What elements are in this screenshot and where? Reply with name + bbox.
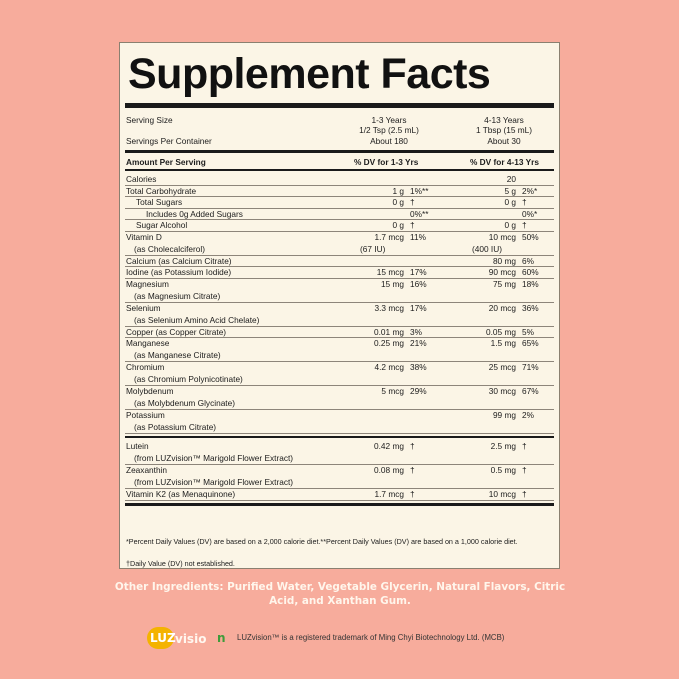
panel-title: Supplement Facts <box>128 50 491 98</box>
amount-1-3: 15 mcg <box>376 267 404 277</box>
amount-1-3: 1 g <box>392 185 404 196</box>
amount-4-13: 10 mcg <box>488 489 516 499</box>
nutrient-source: (from LUZvision™ Marigold Flower Extract) <box>134 453 294 463</box>
nutrient-name: Manganese <box>126 338 170 348</box>
nutrient-name: Calories <box>126 174 157 184</box>
nutrient-name: Magnesium <box>126 278 169 289</box>
amount-1-3: 4.2 mcg <box>374 362 404 372</box>
nutrient-source: (as Cholecalciferol) <box>134 243 206 254</box>
nutrient-source: (as Molybdenum Glycinate) <box>134 398 235 408</box>
amount-1-3: 0.08 mg <box>374 465 404 475</box>
dv-4-13: † <box>522 465 527 475</box>
other-ingredients: Other Ingredients: Purified Water, Vegetable Glycerin, Natural Flavors, Citric Acid, and Xanthan Gum. <box>114 581 566 607</box>
amount-1-3: 0.01 mg <box>374 326 404 337</box>
col2-size: 1 Tbsp (15 mL) <box>475 125 533 135</box>
amount-4-13: 5 g <box>504 185 516 196</box>
dv-4-13: 50% <box>522 231 539 242</box>
nutrient-source: (as Potassium Citrate) <box>134 422 217 432</box>
nutrient-source: (from LUZvision™ Marigold Flower Extract) <box>134 477 294 487</box>
servings-per-container-label: Servings Per Container <box>126 136 212 146</box>
footnote-dv: *Percent Daily Values (DV) are based on a 2,000 calorie diet.**Percent Daily Values (DV) are based on a 1,000 calorie diet. <box>126 537 518 546</box>
amount-1-3: 15 mg <box>380 278 404 289</box>
dv-1-3: † <box>410 489 415 499</box>
amount-4-13: 0.5 mg <box>490 465 516 475</box>
dv-1-3: 17% <box>410 302 427 313</box>
footnote-not-established: †Daily Value (DV) not established. <box>126 559 235 568</box>
logo-text-luz: LUZ <box>150 631 176 645</box>
col1-servings: About 180 <box>370 136 408 146</box>
nutrient-source: (as Chromium Polynicotinate) <box>134 374 243 384</box>
nutrient-name: Potassium <box>126 410 165 420</box>
amount-4-13: 10 mcg <box>488 231 516 242</box>
amount-4-13: 90 mcg <box>488 267 516 277</box>
nutrient-name: Total Carbohydrate <box>126 185 197 196</box>
amount-4-13: 2.5 mg <box>490 441 516 451</box>
nutrient-source: (as Selenium Amino Acid Chelate) <box>134 314 260 325</box>
dv-1-3: 21% <box>410 338 427 348</box>
amount-1-3: 0.25 mg <box>374 338 404 348</box>
footnote-divider <box>125 503 554 506</box>
nutrient-name: Sugar Alcohol <box>136 220 188 230</box>
amount-4-13: 25 mcg <box>488 362 516 372</box>
dv-4-13: 71% <box>522 362 539 372</box>
dv-1-3: 0%** <box>410 208 429 219</box>
col1-age: 1-3 Years <box>371 115 407 125</box>
dv-1-3: 17% <box>410 267 427 277</box>
amount-4-13: 80 mg <box>492 255 516 266</box>
amount-1-3: 0.42 mg <box>374 441 404 451</box>
serving-size-label: Serving Size <box>126 115 173 125</box>
nutrient-name: Molybdenum <box>126 386 174 396</box>
header-divider <box>125 169 554 171</box>
dv-1-3: 38% <box>410 362 427 372</box>
supplement-facts-panel <box>119 42 560 569</box>
col1-size: 1/2 Tsp (2.5 mL) <box>359 125 419 135</box>
dv-1-3: † <box>410 197 415 207</box>
dv-1-3: 29% <box>410 386 427 396</box>
amount-4-13: 75 mg <box>492 278 516 289</box>
amount-1-3: 5 mcg <box>381 386 404 396</box>
amount-4-13: 0 g <box>504 197 516 207</box>
dv-1-3: 3% <box>410 326 422 337</box>
amount-4-13: 1.5 mg <box>490 338 516 348</box>
dv-4-13: 2% <box>522 410 534 420</box>
dv-4-13: 0%* <box>522 208 538 219</box>
nutrient-name: Copper (as Copper Citrate) <box>126 326 227 337</box>
dv-1-3: † <box>410 465 415 475</box>
dv-4-13: 18% <box>522 278 539 289</box>
dv-4-13: † <box>522 220 527 230</box>
nutrient-source: (as Manganese Citrate) <box>134 350 221 360</box>
trademark-notice: LUZvision™ is a registered trademark of Ming Chyi Biotechnology Ltd. (MCB) <box>237 633 505 642</box>
dv-1-3: 16% <box>410 278 427 289</box>
dv-4-13: † <box>522 197 527 207</box>
amount-4-13: 20 mcg <box>488 302 516 313</box>
dv1-header: % DV for 1-3 Yrs <box>354 157 419 167</box>
amount-4-13: 99 mg <box>492 410 516 420</box>
dv-1-3: 1%** <box>410 185 429 196</box>
amount-1-3: 0 g <box>392 220 404 230</box>
serving-divider <box>125 150 554 153</box>
amount-4-13-iu: (400 IU) <box>472 243 502 254</box>
nutrient-name: Zeaxanthin <box>126 465 168 475</box>
amount-1-3: 0 g <box>392 197 404 207</box>
amount-header: Amount Per Serving <box>126 157 206 167</box>
dv-1-3: † <box>410 220 415 230</box>
row-separator <box>125 433 554 434</box>
nutrient-name: Vitamin D <box>126 231 162 242</box>
nutrient-name: Chromium <box>126 362 165 372</box>
logo-text-visio: visio <box>175 632 207 646</box>
amount-1-3: 1.7 mcg <box>374 489 404 499</box>
logo-text-n: n <box>217 631 226 645</box>
nutrient-name: Calcium (as Calcium Citrate) <box>126 255 232 266</box>
dv-4-13: 36% <box>522 302 539 313</box>
nutrient-name: Total Sugars <box>136 197 183 207</box>
amount-4-13: 0.05 mg <box>486 326 516 337</box>
dv-4-13: † <box>522 489 527 499</box>
amount-4-13: 30 mcg <box>488 386 516 396</box>
section-divider <box>125 436 554 438</box>
amount-1-3: 3.3 mcg <box>374 302 404 313</box>
amount-4-13: 20 <box>506 174 516 184</box>
dv-4-13: 67% <box>522 386 539 396</box>
nutrient-name: Selenium <box>126 302 161 313</box>
col2-servings: About 30 <box>487 136 521 146</box>
dv-4-13: 2%* <box>522 185 538 196</box>
dv-4-13: 5% <box>522 326 534 337</box>
nutrient-name: Iodine (as Potassium Iodide) <box>126 267 232 277</box>
luzvision-logo <box>147 627 229 649</box>
nutrient-name: Lutein <box>126 441 149 451</box>
amount-1-3: 1.7 mcg <box>374 231 404 242</box>
dv-4-13: 65% <box>522 338 539 348</box>
col2-age: 4-13 Years <box>484 115 524 125</box>
nutrient-name: Vitamin K2 (as Menaquinone) <box>126 489 236 499</box>
amount-4-13: 0 g <box>504 220 516 230</box>
nutrient-name: Includes 0g Added Sugars <box>146 208 243 219</box>
nutrient-source: (as Magnesium Citrate) <box>134 290 221 301</box>
row-separator <box>125 500 554 501</box>
dv-4-13: 6% <box>522 255 534 266</box>
dv-1-3: 11% <box>410 231 426 242</box>
dv-4-13: † <box>522 441 527 451</box>
dv2-header: % DV for 4-13 Yrs <box>470 157 540 167</box>
dv-4-13: 60% <box>522 267 539 277</box>
amount-1-3-iu: (67 IU) <box>360 243 386 254</box>
dv-1-3: † <box>410 441 415 451</box>
title-divider <box>125 103 554 108</box>
